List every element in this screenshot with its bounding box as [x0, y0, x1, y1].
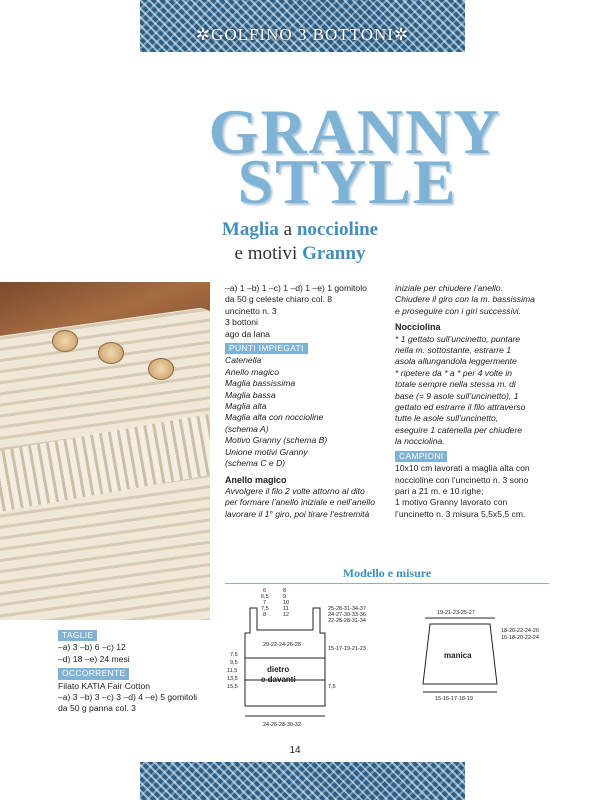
text-line: gettato ed estrarre il filo attraverso [395, 402, 526, 413]
measure-label: 13,5 [227, 676, 238, 682]
garment-photo [0, 282, 210, 620]
decorative-pattern-band-bottom [140, 762, 465, 800]
measure-label: 16-18-20-22-24 [501, 635, 539, 641]
subtitle-word: Granny [302, 243, 366, 264]
watermark: PassionForum.ru [515, 784, 584, 794]
text-line: Maglia alta con noccioline [225, 412, 324, 423]
anello-text-continued [395, 283, 545, 317]
measure-label: 15-16-17-18-19 [435, 696, 473, 702]
text-line: lavorare il 1° giro, poi tirare l’estremità [225, 508, 370, 519]
measure-label: 9 [283, 594, 287, 600]
text-line: uncinetto n. 3 [225, 305, 277, 316]
text-line: Filato KATIA Fair Cotton [58, 680, 151, 691]
section-tag-campioni: CAMPIONI [395, 451, 447, 462]
text-line: eseguire 1 catenella per chiudere [395, 424, 523, 435]
text-line: Maglia bassissima [225, 378, 296, 389]
text-line: pari a 21 m. e 10 righe; [395, 485, 484, 496]
page-number: 14 [289, 745, 301, 756]
text-line: per formare l’anello iniziale e nell’anello [225, 497, 375, 508]
section-tag-occorrente: OCCORRENTE [58, 668, 129, 679]
piece-label: manica [444, 651, 472, 660]
text-line: nella m. sottostante, estrarre 1 [395, 345, 512, 356]
text-line: l’uncinetto n. 3 misura 5,5x5,5 cm. [395, 508, 526, 519]
measure-label: 10 [283, 600, 290, 606]
measure-label: 11 [283, 606, 289, 612]
subtitle-word: a [278, 219, 297, 240]
text-column-1 [225, 283, 385, 520]
text-line: Motivo Granny (schema B) [225, 435, 328, 446]
section-heading-anello: Anello magico [225, 474, 287, 485]
text-line: * ripetere da * a * per 4 volte in [395, 367, 513, 378]
section-tag-punti: PUNTI IMPIEGATI [225, 343, 308, 354]
text-line: –a) 3 –b) 3 –c) 3 –d) 4 –e) 5 gomitoli [58, 692, 198, 703]
button-icon [52, 330, 78, 352]
measure-label: 20-22-24-26-28 [263, 642, 301, 648]
measure-label: 7 [263, 600, 267, 606]
subtitle-word: Maglia [221, 219, 279, 240]
text-line: Anello magico [225, 366, 279, 377]
anello-text [225, 486, 385, 520]
text-line: Maglia bassa [225, 389, 276, 400]
text-line: 10x10 cm lavorati a maglia alta con [395, 463, 530, 474]
measure-label: 25-28-31-34-37 [328, 606, 366, 612]
measure-label: 22-25-28-31-34 [328, 618, 366, 624]
text-line: Unione motivi Granny [225, 446, 308, 457]
measure-label: 6 [263, 588, 267, 594]
text-line: totale sempre nella stessa m. di [395, 379, 516, 390]
piece-label: e davanti [261, 675, 296, 684]
text-line: da 50 g panna col. 3 [58, 703, 136, 714]
text-line: 1 motivo Granny lavorato con [395, 497, 508, 508]
text-line: ago da lana [225, 328, 270, 339]
text-line: base (= 9 asole sull’uncinetto), 1 [395, 390, 519, 401]
title-line-1: GRANNY [208, 96, 502, 167]
models-title: Modello e misure [342, 566, 432, 580]
measure-label: 7,5 [230, 652, 238, 658]
sizes-and-materials [58, 627, 208, 715]
section-heading-nocciolina: Nocciolina [395, 322, 441, 333]
header-label: ✲GOLFINO 3 BOTTONI✲ [195, 25, 410, 44]
nocciolina-text [395, 334, 545, 448]
text-line: * 1 gettato sull’uncinetto, puntare [395, 333, 521, 344]
subtitle-word: noccioline [296, 219, 379, 240]
schematic-diagram [225, 588, 555, 733]
text-line: Maglia alta [225, 401, 267, 412]
campioni-text [395, 463, 545, 520]
text-line: –d) 18 –e) 24 mesi [58, 653, 130, 664]
section-tag-taglie: TAGLIE [58, 630, 97, 641]
measure-label: 24-26-28-30-32 [263, 722, 301, 728]
text-line: Avvolgere il filo 2 volte attorno al dito [225, 485, 365, 496]
measure-label: 6,5 [261, 594, 269, 600]
measure-label: 8 [283, 588, 287, 594]
materials-list [225, 283, 385, 340]
measure-label: 19-21-23-25-27 [437, 610, 475, 616]
text-line: asola allungandola leggermente [395, 356, 517, 367]
materials-yarn [58, 681, 208, 715]
measure-label: 18-20-22-24-26 [501, 628, 539, 634]
sizes-list [58, 642, 208, 665]
section-divider [225, 583, 549, 584]
measure-label: 12 [283, 612, 290, 618]
text-line: tutte le asole sull’uncinetto, [395, 413, 499, 424]
stitches-list [225, 355, 385, 469]
measure-label: 7,5 [261, 606, 269, 612]
text-line: –a) 3 –b) 6 –c) 12 [58, 642, 126, 653]
text-line: 3 bottoni [225, 317, 258, 328]
measure-label: 8 [263, 612, 267, 618]
measure-label: 9,5 [230, 660, 238, 666]
measure-label: 7,5 [328, 684, 336, 690]
title-line-2: STYLE [237, 146, 458, 217]
button-icon [148, 358, 174, 380]
subtitle [210, 218, 390, 266]
text-line: (schema C e D) [225, 458, 286, 469]
text-line: da 50 g celeste chiaro col. 8 [225, 294, 333, 305]
text-line: e proseguire con i giri successivi. [395, 305, 522, 316]
text-line: Chiudere il giro con la m. bassissima [395, 294, 535, 305]
text-line: Catenella [225, 355, 262, 366]
text-line: –a) 1 –b) 1 –c) 1 –d) 1 –e) 1 gomitolo [225, 283, 367, 293]
measure-label: 11,5 [227, 668, 238, 674]
text-line: la nocciolina. [395, 436, 445, 447]
measure-label: 15,5 [227, 684, 238, 690]
text-line: iniziale per chiudere l’anello. [395, 283, 503, 293]
front-back-outline [245, 608, 325, 706]
piece-label: dietro [267, 665, 290, 674]
measure-label: 24-27-30-33-36 [328, 612, 366, 618]
subtitle-word: e motivi [234, 243, 303, 264]
text-line: (schema A) [225, 423, 269, 434]
text-column-2 [395, 283, 545, 520]
text-line: noccioline con l’uncinetto n. 3 sono [395, 474, 529, 485]
measure-label: 15-17-19-21-23 [328, 646, 366, 652]
button-icon [98, 342, 124, 364]
